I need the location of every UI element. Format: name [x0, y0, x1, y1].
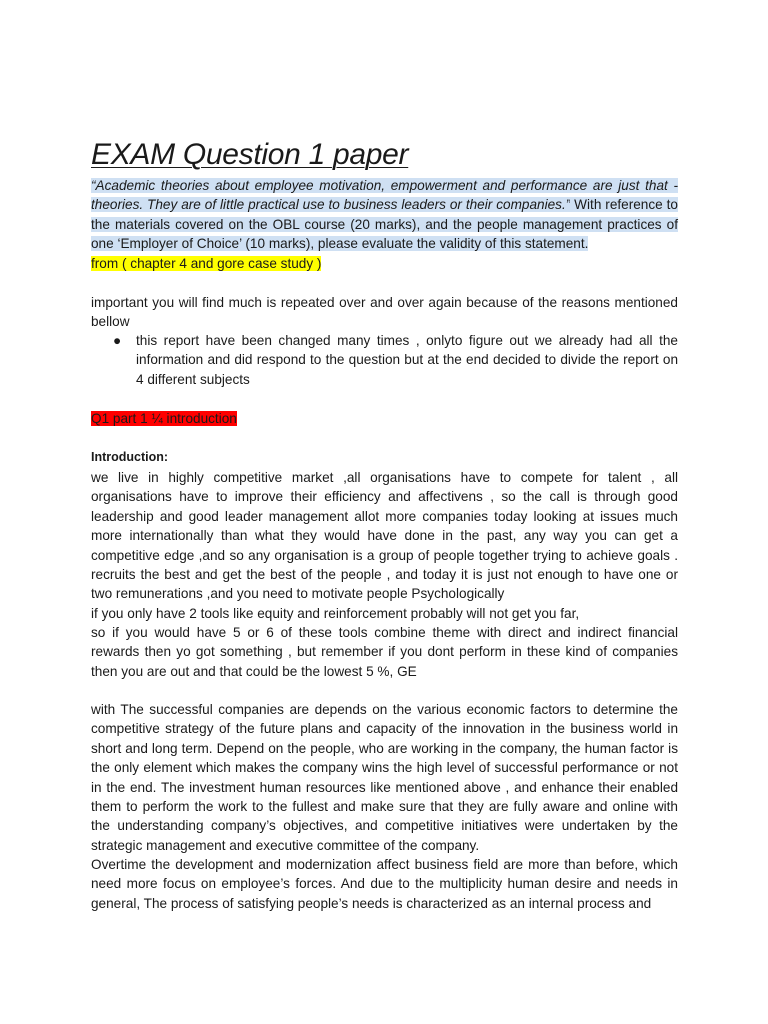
- intro-paragraph-3: so if you would have 5 or 6 of these tools combine theme with direct and indirect financial rewards then yo got something , but remember if you dont perform in these kind of companies then you are out and that could be the lowest 5 %, GE: [91, 625, 678, 679]
- body-paragraph-1: with The successful companies are depends on the various economic factors to determine the competitive strategy of the future plans and capacity of the innovation in the business world in short and long term. Depend on the people, who are working in the company, the human factor is the only element which makes the company wins the high level of successful performance or not in the end. The investment human resources like mentioned above , and enhance their enabled them to perform the work to the fullest and make sure that they are fully aware and online with the understanding company’s objectives, and competitive initiatives were undertaken by the strategic management and executive committee of the company.: [91, 702, 678, 853]
- intro-paragraph-1: we live in highly competitive market ,all organisations have to compete for talent , all organisations have to improve their efficiency and affectivens , so the call is through good leadership and good leader management allot more companies today looking at issues much more internationally than what they would have done in the past, any way you can get a competitive edge ,and so any organisation is a group of people together trying to achieve goals . recruits the best and get the best of the people , and today it is just not enough to have one or two remunerations ,and you need to motivate people Psychologically: [91, 470, 678, 602]
- body-paragraph-2: Overtime the development and modernization affect business field are more than before, which need more focus on employee’s forces. And due to the multiplicity human desire and needs in general, The process of satisfying people’s needs is characterized as an internal process and: [91, 857, 678, 911]
- question-text: With reference to the materials covered on the OBL course (20 marks), and the people management practices of one ‘Employer of Choice’ (10 marks), please evaluate the validity of this statement.: [91, 197, 678, 252]
- section-label-text: Q1 part 1 ¼ introduction: [91, 411, 237, 426]
- intro-heading: [91, 448, 678, 467]
- exam-question: [91, 176, 678, 273]
- notes-bullet-list: [91, 331, 678, 389]
- question-source: from ( chapter 4 and gore case study ): [91, 255, 322, 271]
- bullet-icon: ●: [113, 333, 122, 348]
- section-label: [91, 409, 678, 428]
- list-item: [91, 331, 678, 389]
- bullet-text: this report have been changed many times , onlyto figure out we already had all the information and did respond to the question but at the end decided to divide the report on 4 different subjects: [136, 333, 678, 387]
- intro-heading-text: Introduction:: [91, 450, 169, 464]
- document-title: EXAM Question 1 paper: [91, 138, 409, 171]
- intro-paragraph-2: if you only have 2 tools like equity and reinforcement probably will not get you far,: [91, 606, 580, 621]
- repetition-note: important you will find much is repeated over and over again because of the reasons mentioned bellow: [91, 295, 678, 330]
- question-quote: “Academic theories about employee motivation, empowerment and performance are just that -theories. They are of little practical use to business leaders or their companies.”: [91, 178, 678, 213]
